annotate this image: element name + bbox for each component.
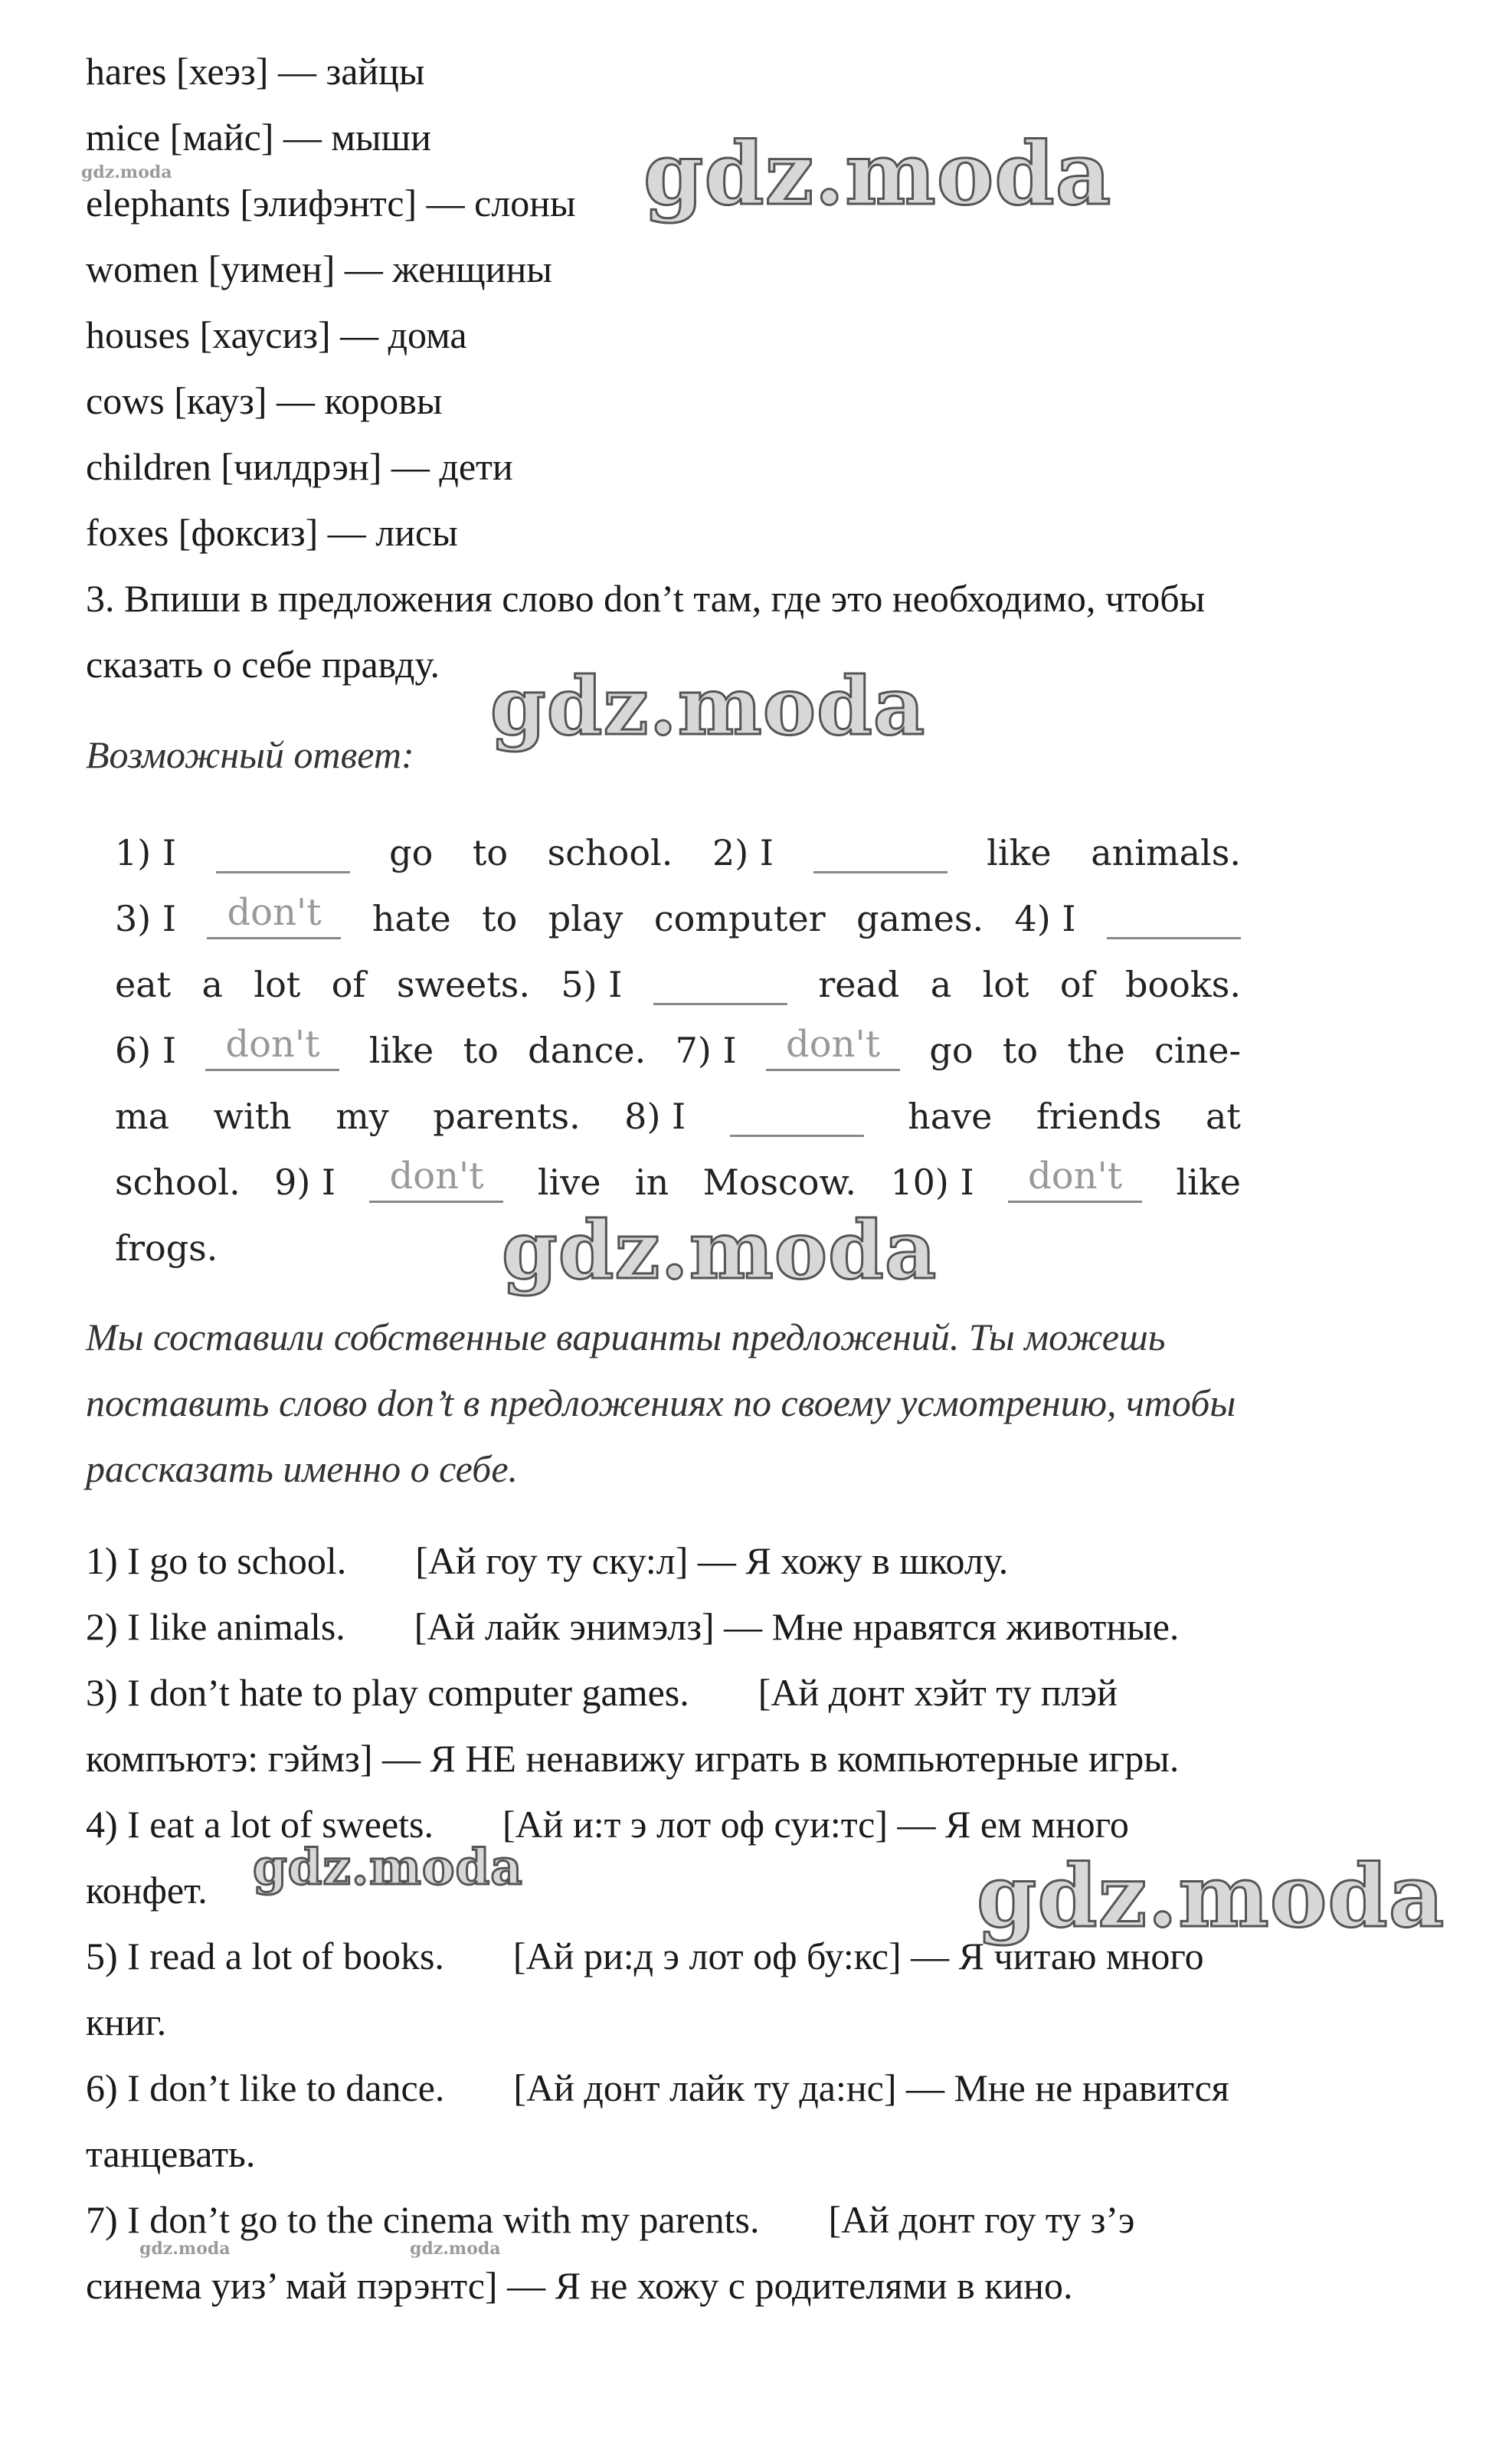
answer-slot (1107, 894, 1241, 939)
answer-dont: don't (786, 1023, 881, 1066)
watermark-small: gdz.moda (410, 2239, 501, 2259)
answer-line: 3) I don’t hate to play computer games. [Ай донт хэйт ту плэй (86, 1671, 1118, 1714)
answer-dont: don't (227, 891, 322, 934)
watermark: gdz.moda (490, 659, 926, 753)
answer-dont: don't (389, 1155, 484, 1198)
exercise-line-3: eat a lot of sweets. 5) I read a lot of books. (115, 959, 1241, 1005)
watermark: gdz.moda (643, 124, 1112, 224)
vocab-line: cows [кауз] — коровы (86, 379, 443, 422)
exercise-line-1: 1) I go to school. 2) I like animals. (115, 827, 1241, 873)
task-heading: 3. Впиши в предложения слово don’t там, где это необходимо, чтобы (86, 577, 1206, 620)
answer-slot (216, 828, 350, 873)
vocab-line: children [чилдрэн] — дети (86, 445, 513, 488)
answer-line-cont: книг. (86, 2000, 167, 2043)
exercise-line-7: frogs. (115, 1227, 218, 1269)
answer-line: 4) I eat a lot of sweets. [Ай и:т э лот оф суи:тс] — Я ем много (86, 1803, 1129, 1846)
exercise-line-5: ma with my parents. 8) I have friends at (115, 1091, 1241, 1137)
note-line: Мы составили собственные варианты предложений. Ты можешь (86, 1316, 1166, 1358)
exercise-line-4: 6) I don't like to dance. 7) I don't go to the cine- (115, 1023, 1241, 1071)
vocab-line: elephants [элифэнтс] — слоны (86, 182, 576, 224)
answer-line-cont: конфет. (86, 1869, 208, 1912)
answer-line-cont: компъютэ: гэймз] — Я НЕ ненавижу играть в компьютерные игры. (86, 1737, 1180, 1780)
answer-line-cont: синема уиз’ май пэрэнтс] — Я не хожу с родителями в кино. (86, 2264, 1073, 2307)
note-line: рассказать именно о себе. (86, 1447, 519, 1490)
vocab-line: houses [хаусиз] — дома (86, 313, 467, 356)
watermark-small: gdz.moda (81, 162, 172, 182)
exercise-line-6: school. 9) I don't live in Moscow. 10) I don't like (115, 1155, 1241, 1203)
answer-dont: don't (225, 1023, 320, 1066)
vocab-line: hares [хеэз] — зайцы (86, 50, 425, 93)
answer-slot (653, 960, 787, 1005)
answer-line: 7) I don’t go to the cinema with my parents. [Ай донт гоу ту з’э (86, 2198, 1135, 2241)
answer-slot (1008, 1155, 1142, 1203)
note-line: поставить слово don’t в предложениях по своему усмотрению, чтобы (86, 1381, 1236, 1424)
exercise-line-2: 3) I don't hate to play computer games. 4) I (115, 893, 1241, 939)
answer-line-cont: танцевать. (86, 2132, 256, 2175)
answer-dont: don't (1028, 1155, 1123, 1198)
answer-label: Возможный ответ: (86, 733, 414, 776)
answer-slot (369, 1155, 503, 1203)
vocab-line: mice [майс] — мыши (86, 116, 431, 159)
answer-line: 5) I read a lot of books. [Ай ри:д э лот оф бу:кс] — Я читаю много (86, 1935, 1204, 1977)
task-heading-cont: сказать о себе правду. (86, 643, 440, 686)
answer-slot (207, 891, 341, 939)
answer-slot (766, 1023, 900, 1071)
watermark: gdz.moda (977, 1846, 1445, 1947)
answer-line: 1) I go to school. [Ай гоу ту ску:л] — Я хожу в школу. (86, 1539, 1009, 1582)
answer-slot (730, 1092, 864, 1137)
answer-line: 6) I don’t like to dance. [Ай донт лайк ту да:нс] — Мне не нравится (86, 2066, 1229, 2109)
answer-slot (813, 828, 948, 873)
vocab-line: women [уимен] — женщины (86, 247, 552, 290)
watermark: gdz.moda (502, 1203, 938, 1297)
watermark: gdz.moda (253, 1839, 523, 1896)
watermark-small: gdz.moda (139, 2239, 231, 2259)
vocab-line: foxes [фоксиз] — лисы (86, 511, 458, 554)
answer-line: 2) I like animals. [Ай лайк энимэлз] — Мне нравятся животные. (86, 1605, 1180, 1648)
answer-slot (205, 1023, 339, 1071)
